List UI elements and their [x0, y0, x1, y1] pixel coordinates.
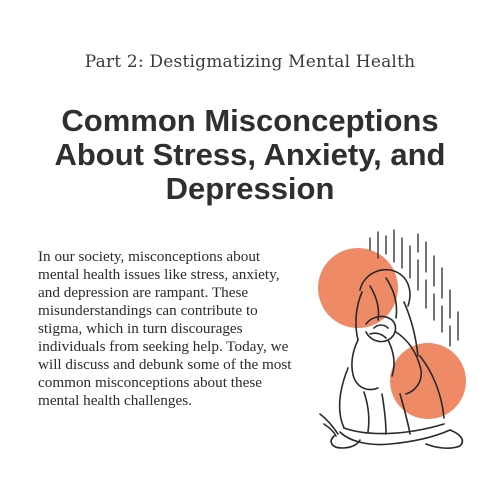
- intro-paragraph: In our society, misconceptions about mental health issues like stress, anxiety, and depression are rampant. These misunderstandings can contribute to stigma, which in turn discourages individuals from seeking help. Today, we will discuss and debunk some of the most common misconceptions about these mental health challenges.: [38, 248, 292, 409]
- crying-woman-in-rain-illustration: [300, 228, 485, 458]
- series-subtitle: Part 2: Destigmatizing Mental Health: [84, 52, 416, 72]
- page-title: Common Misconceptions About Stress, Anxiety, and Depression: [54, 103, 446, 206]
- accent-circle-small: [390, 343, 466, 419]
- accent-circle-large: [318, 248, 398, 328]
